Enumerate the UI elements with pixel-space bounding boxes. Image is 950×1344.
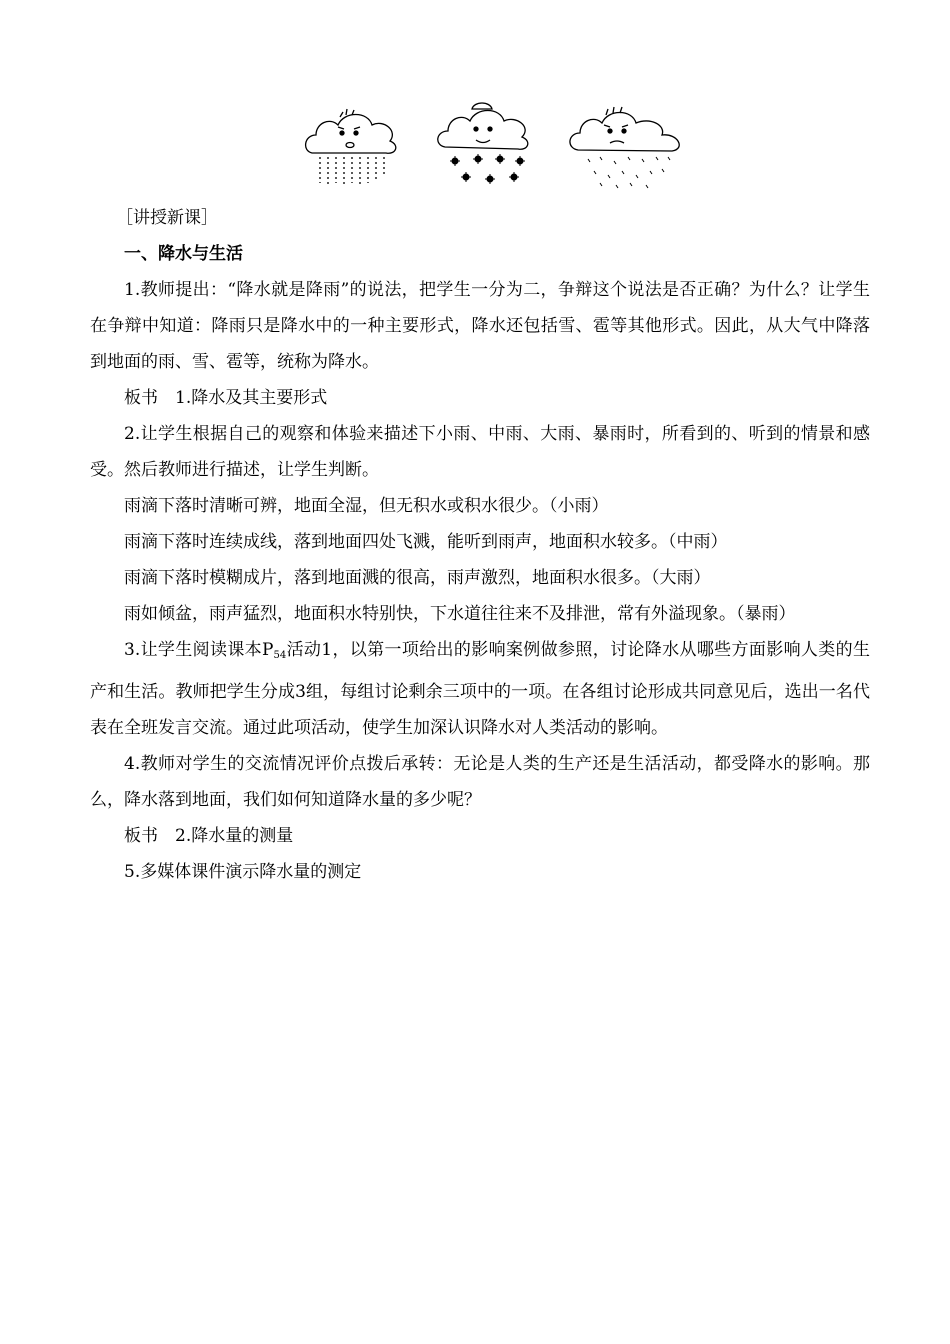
- paragraph-3-start: 3.让学生阅读课本P: [124, 640, 274, 660]
- rain-description-heavy: 雨滴下落时模糊成片，落到地面溅的很高，雨声激烈，地面积水很多。（大雨）: [124, 568, 711, 588]
- section-tag: ［讲授新课］: [116, 208, 218, 228]
- rain-description-moderate: 雨滴下落时连续成线，落到地面四处飞溅，能听到雨声，地面积水较多。（中雨）: [124, 532, 728, 552]
- rain-cloud-icon: [306, 109, 396, 185]
- hail-cloud-icon: [438, 103, 528, 184]
- paragraph-2: 2.让学生根据自己的观察和体验来描述下小雨、中雨、大雨、暴雨时，所看到的、听到的情景和感受。然后教师进行描述，让学生判断。: [90, 424, 870, 480]
- precipitation-illustration: [300, 95, 690, 190]
- paragraph-3: [90, 632, 870, 746]
- snow-cloud-icon: [570, 107, 679, 188]
- paragraph-4: 4.教师对学生的交流情况评价点拨后承转：无论是人类的生产还是生活活动，都受降水的影响。那么，降水落到地面，我们如何知道降水量的多少呢？: [90, 754, 870, 810]
- board-note-2: [90, 818, 870, 854]
- rain-description-torrential: 雨如倾盆，雨声猛烈，地面积水特别快，下水道往往来不及排泄，常有外溢现象。（暴雨）: [124, 604, 796, 624]
- section-heading: 一、降水与生活: [124, 244, 243, 264]
- rain-description-light: 雨滴下落时清晰可辨，地面全湿，但无积水或积水很少。（小雨）: [124, 496, 609, 516]
- paragraph-3-rest: 活动1，以第一项给出的影响案例做参照，讨论降水从哪些方面影响人类的生产和生活。教师把学生分成3组，每组讨论剩余三项中的一项。在各组讨论形成共同意见后，选出一名代表在全班发言交流。通过此项活动，使学生加深认识降水对人类活动的影响。: [90, 640, 870, 738]
- lesson-text: [90, 200, 870, 890]
- page-subscript: 54: [273, 650, 287, 661]
- paragraph-1: 1.教师提出：“降水就是降雨”的说法，把学生一分为二，争辩这个说法是否正确？为什么？让学生在争辩中知道：降雨只是降水中的一种主要形式，降水还包括雪、雹等其他形式。因此，从大气中降落到地面的雨、雪、雹等，统称为降水。: [90, 280, 870, 372]
- board-text: 2.降水量的测量: [175, 826, 294, 846]
- board-note-1: [90, 380, 870, 416]
- board-text: 1.降水及其主要形式: [175, 388, 328, 408]
- paragraph-5: 5.多媒体课件演示降水量的测定: [124, 862, 362, 882]
- board-label: 板书: [124, 388, 158, 408]
- board-label: 板书: [124, 826, 158, 846]
